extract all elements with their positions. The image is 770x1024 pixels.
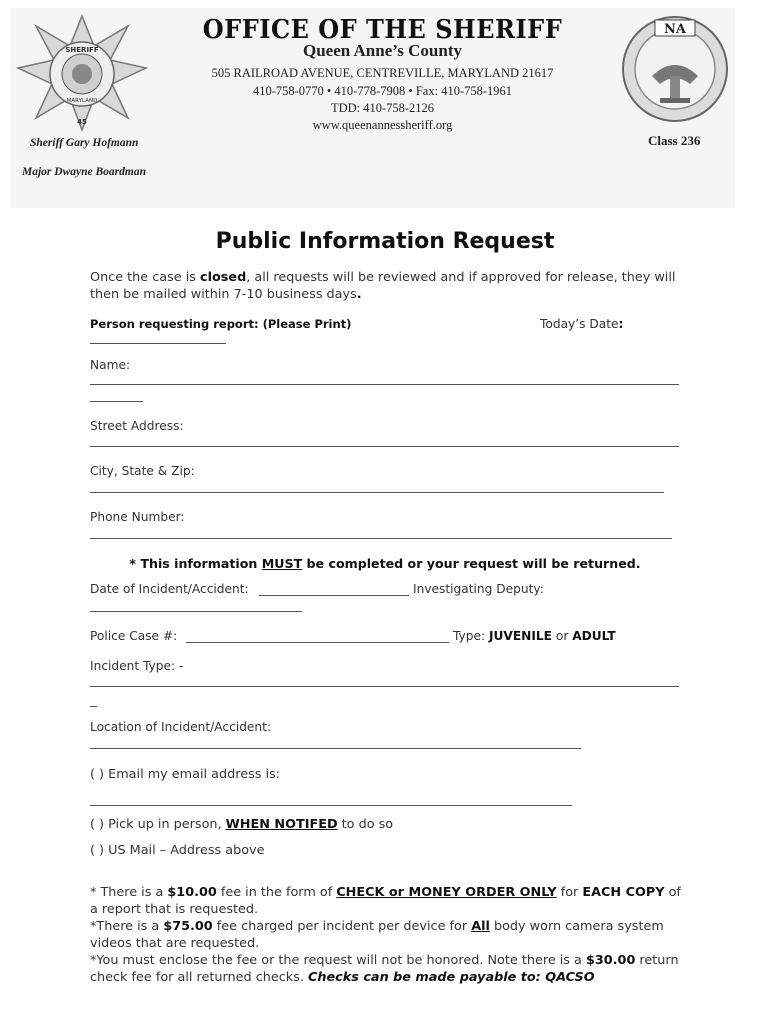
fee-notice-enclose: *You must enclose the fee or the request will not be honored. Note there is a $30.00 return check fee for all returned checks. Checks can be made payable to: QACSO (90, 953, 679, 985)
case-number-field[interactable] (186, 642, 449, 643)
mail-option[interactable]: ( ) US Mail – Address above (90, 843, 265, 858)
date-incident-label: Date of Incident/Accident: (90, 582, 249, 596)
form-title: Public Information Request (215, 229, 555, 254)
name-field[interactable] (90, 384, 679, 385)
case-number-label: Police Case #: (90, 629, 178, 643)
payable-to-emphasis: Checks can be made payable to: QACSO (308, 970, 595, 985)
deputy-field[interactable] (90, 611, 302, 612)
type-adult[interactable]: ADULT (572, 629, 616, 643)
deputy-label: Investigating Deputy: (413, 582, 544, 596)
name-label: Name: (90, 358, 131, 372)
badge-state-text: MARYLAND (66, 98, 98, 104)
sheriff-name: Sheriff Gary Hofmann (30, 137, 139, 149)
city-label: City, State & Zip: (90, 464, 195, 478)
county-name: Queen Anne’s County (302, 41, 462, 60)
class-label: Class 236 (648, 133, 701, 148)
when-notified-emphasis: WHEN NOTIFED (225, 817, 338, 832)
incident-type-field-overflow[interactable] (90, 706, 97, 707)
type-selector: Type: JUVENILE or ADULT (453, 629, 616, 643)
incident-type-field[interactable] (90, 686, 679, 687)
todays-date-label: Today’s Date: (540, 317, 624, 331)
requester-label: Person requesting report: (Please Print) (90, 317, 352, 331)
pickup-option[interactable]: ( ) Pick up in person, WHEN NOTIFED to do so (90, 817, 394, 832)
badge-number-text: 45 (77, 118, 87, 126)
fee-notice-copies: * There is a $10.00 fee in the form of CHECK or MONEY ORDER ONLY for EACH COPY of a report that is requested. (90, 885, 681, 917)
major-name: Major Dwayne Boardman (22, 166, 146, 178)
intro-paragraph: Once the case is closed, all requests will be reviewed and if approved for release, they will then be mailed within 7-10 business days. (90, 270, 676, 302)
phone-field[interactable] (90, 538, 672, 539)
fee-amount-30: $30.00 (585, 953, 636, 968)
fee-notice-camera: *There is a $75.00 fee charged per incident per device for All body worn camera system videos that are requested. (90, 919, 664, 951)
office-title: OFFICE OF THE SHERIFF (202, 12, 563, 45)
city-field[interactable] (90, 492, 664, 493)
phone-label: Phone Number: (90, 510, 185, 524)
requester-line[interactable] (90, 343, 226, 344)
all-emphasis: All (471, 919, 490, 934)
name-field-overflow[interactable] (90, 401, 143, 402)
street-field[interactable] (90, 446, 679, 447)
street-label: Street Address: (90, 419, 184, 433)
office-phones: 410-758-0770 • 410-778-7908 • Fax: 410-758-1961 (252, 84, 513, 98)
office-tdd: TDD: 410-758-2126 (330, 101, 435, 115)
required-notice: * This information MUST be completed or your request will be returned. (129, 556, 641, 571)
incident-type-label: Incident Type: - (90, 659, 184, 673)
fee-amount-10: $10.00 (167, 885, 217, 900)
office-address: 505 RAILROAD AVENUE, CENTREVILLE, MARYLAND 21617 (211, 66, 554, 80)
type-juvenile[interactable]: JUVENILE (488, 629, 552, 643)
email-option[interactable]: ( ) Email my email address is: (90, 767, 281, 782)
sheriff-star-badge-icon (12, 12, 152, 132)
badge-top-text: SHERIFF (65, 46, 99, 54)
email-field[interactable] (90, 805, 572, 806)
location-label: Location of Incident/Accident: (90, 720, 272, 734)
each-copy-emphasis: EACH COPY (582, 885, 665, 900)
national-academy-seal-icon (620, 14, 730, 124)
location-field[interactable] (90, 748, 581, 749)
date-incident-field[interactable] (259, 595, 409, 596)
fee-amount-75: $75.00 (163, 919, 213, 934)
check-money-order-emphasis: CHECK or MONEY ORDER ONLY (336, 885, 557, 900)
office-website: www.queenannessheriff.org (312, 118, 453, 132)
closed-emphasis: closed (200, 270, 247, 285)
seal-text: NA (664, 22, 686, 37)
must-emphasis: MUST (261, 556, 303, 571)
